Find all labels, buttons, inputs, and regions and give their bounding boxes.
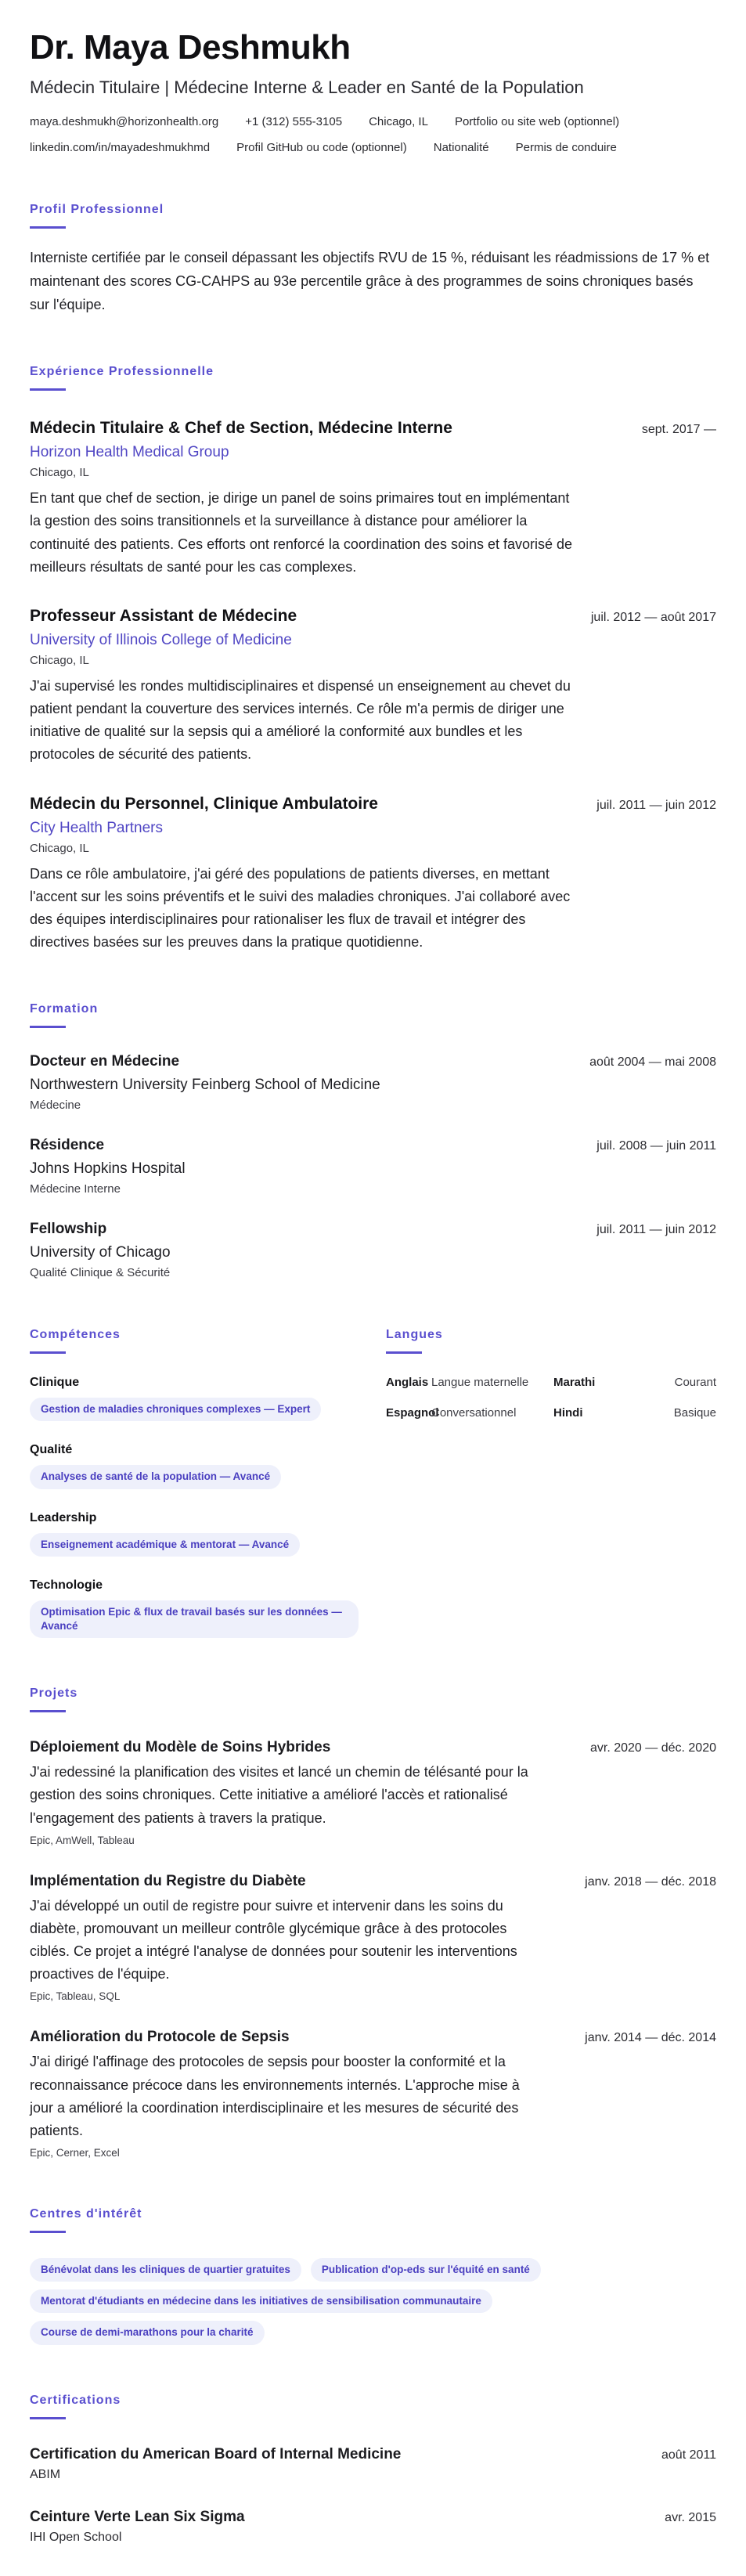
school-name: Johns Hopkins Hospital bbox=[30, 1160, 186, 1178]
skill-pill: Enseignement académique & mentorat — Avancé bbox=[30, 1533, 300, 1557]
employer-name: City Health Partners bbox=[30, 819, 164, 836]
section-title: Expérience Professionnelle bbox=[30, 365, 214, 379]
skills-languages-row bbox=[30, 1328, 716, 1638]
contact-portfolio[interactable]: Portfolio ou site web (optionnel) bbox=[454, 114, 620, 128]
contact-linkedin[interactable]: linkedin.com/in/mayadeshmukhmd bbox=[30, 140, 211, 154]
profile-section bbox=[30, 203, 716, 317]
job-location: Chicago, IL bbox=[30, 466, 89, 480]
language-level: Langue maternelle bbox=[431, 1376, 529, 1390]
experience-entry bbox=[30, 607, 716, 767]
education-entry bbox=[30, 1137, 716, 1196]
job-title: Professeur Assistant de Médecine bbox=[30, 606, 297, 625]
experience-entry bbox=[30, 419, 716, 579]
education-entry bbox=[30, 1221, 716, 1279]
job-date: juil. 2011 — juin 2012 bbox=[596, 798, 716, 812]
certifications-section bbox=[30, 2394, 716, 2545]
project-entry bbox=[30, 1873, 716, 2003]
job-location: Chicago, IL bbox=[30, 841, 89, 855]
job-date: sept. 2017 — bbox=[641, 423, 716, 437]
education-date: août 2004 — mai 2008 bbox=[589, 1055, 716, 1070]
section-divider bbox=[30, 226, 66, 229]
skill-category: Technologie bbox=[30, 1578, 103, 1592]
project-entry bbox=[30, 1739, 716, 1845]
certification-date: août 2011 bbox=[661, 2448, 716, 2462]
school-name: University of Chicago bbox=[30, 1244, 171, 1261]
languages-table bbox=[386, 1376, 716, 1420]
projects-section bbox=[30, 1687, 716, 2159]
section-title: Langues bbox=[386, 1328, 443, 1342]
education-section bbox=[30, 1002, 716, 1279]
certification-title: Ceinture Verte Lean Six Sigma bbox=[30, 2508, 245, 2525]
certification-entry bbox=[30, 2446, 716, 2482]
education-entry bbox=[30, 1053, 716, 1112]
certification-issuer: IHI Open School bbox=[30, 2530, 122, 2544]
job-description: En tant que chef de section, je dirige un panel de soins primaires tout en implémentant la gestion des soins transitionnels et la surveillance à distance pour améliorer la continuité des patients. Ces efforts ont renforcé la coordination des soins et favorisé de meilleurs résultats de santé pour les cas complexes. bbox=[30, 490, 573, 575]
contact-license: Permis de conduire bbox=[515, 140, 617, 154]
candidate-name: Dr. Maya Deshmukh bbox=[30, 28, 351, 67]
project-date: avr. 2020 — déc. 2020 bbox=[590, 1741, 716, 1755]
language-name: Hindi bbox=[553, 1406, 583, 1420]
candidate-tagline: Médecin Titulaire | Médecine Interne & Leader en Santé de la Population bbox=[30, 77, 584, 97]
language-level: Courant bbox=[674, 1376, 716, 1390]
study-field: Qualité Clinique & Sécurité bbox=[30, 1266, 171, 1280]
interest-list bbox=[30, 2250, 609, 2345]
experience-section bbox=[30, 365, 716, 954]
education-date: juil. 2008 — juin 2011 bbox=[596, 1139, 716, 1153]
contact-nationality: Nationalité bbox=[433, 140, 489, 154]
skill-pill: Optimisation Epic & flux de travail basés sur les données — Avancé bbox=[30, 1600, 359, 1638]
language-level: Basique bbox=[673, 1406, 716, 1420]
section-title: Formation bbox=[30, 1002, 99, 1016]
section-divider bbox=[30, 2231, 66, 2233]
project-title: Déploiement du Modèle de Soins Hybrides bbox=[30, 1739, 331, 1756]
languages-section bbox=[386, 1328, 716, 1638]
interest-pill: Course de demi-marathons pour la charité bbox=[30, 2321, 265, 2344]
skill-category: Qualité bbox=[30, 1443, 73, 1457]
section-title: Centres d'intérêt bbox=[30, 2206, 142, 2221]
language-name: Marathi bbox=[553, 1376, 596, 1390]
job-description: J'ai supervisé les rondes multidisciplinaires et dispensé un enseignement au chevet du patient pendant la couverture des services internés. Ce rôle m'a permis de diriger une initiative de qualité sur la sepsis qui a amélioré la conformité aux bundles et les protocoles de sécurité des patients. bbox=[30, 677, 571, 763]
skill-group bbox=[30, 1376, 386, 1421]
resume-header bbox=[30, 28, 716, 154]
section-divider bbox=[30, 2417, 66, 2419]
language-name: Espagnol bbox=[386, 1406, 439, 1420]
skill-pill: Analyses de santé de la population — Avancé bbox=[30, 1465, 281, 1488]
degree-title: Résidence bbox=[30, 1137, 105, 1154]
skills-section bbox=[30, 1328, 386, 1638]
project-description: J'ai dirigé l'affinage des protocoles de sepsis pour booster la conformité et la reconnaissance précoce dans les environnements internés. L'approche mise à jour a amélioré la coordination interdisciplinaire et les mesures de sécurité des patients. bbox=[30, 2054, 520, 2138]
skill-group bbox=[30, 1511, 386, 1557]
contact-github[interactable]: Profil GitHub ou code (optionnel) bbox=[236, 140, 407, 154]
skill-group bbox=[30, 1578, 386, 1638]
project-entry bbox=[30, 2029, 716, 2159]
contact-email[interactable]: maya.deshmukh@horizonhealth.org bbox=[30, 114, 219, 128]
employer-name: University of Illinois College of Medicine bbox=[30, 631, 292, 648]
skill-pill: Gestion de maladies chroniques complexes — Expert bbox=[30, 1398, 321, 1421]
project-description: J'ai redessiné la planification des visites et lancé un chemin de télésanté pour la gestion des soins chroniques. Cette initiative a amélioré l'accès et rationalisé l'engagement des patients à travers la pratique. bbox=[30, 1764, 528, 1826]
section-divider bbox=[30, 1351, 66, 1354]
certification-entry bbox=[30, 2509, 716, 2545]
job-title: Médecin Titulaire & Chef de Section, Médecine Interne bbox=[30, 419, 452, 438]
section-title: Compétences bbox=[30, 1328, 121, 1342]
skill-category: Leadership bbox=[30, 1510, 97, 1524]
project-title: Implémentation du Registre du Diabète bbox=[30, 1872, 306, 1889]
profile-summary: Interniste certifiée par le conseil dépassant les objectifs RVU de 15 %, réduisant les réadmissions de 17 % et maintenant des scores CG-CAHPS au 93e percentile grâce à des programmes de soins chroniques basés sur l'équipe. bbox=[30, 249, 710, 313]
project-description: J'ai développé un outil de registre pour suivre et intervenir dans les soins du diabète, promouvant un meilleur contrôle glycémique grâce à des protocoles ciblés. Ce projet a intégré l'analyse de données pour soutenir les interventions proactives de l'équipe. bbox=[30, 1897, 517, 1983]
interest-pill: Bénévolat dans les cliniques de quartier gratuites bbox=[30, 2258, 301, 2282]
school-name: Northwestern University Feinberg School of Medicine bbox=[30, 1077, 380, 1094]
section-divider bbox=[30, 1710, 66, 1712]
skill-category: Clinique bbox=[30, 1376, 80, 1390]
degree-title: Docteur en Médecine bbox=[30, 1053, 180, 1070]
language-level: Conversationnel bbox=[431, 1406, 517, 1420]
project-date: janv. 2014 — déc. 2014 bbox=[585, 2031, 716, 2045]
section-divider bbox=[30, 388, 66, 391]
interest-pill: Publication d'op-eds sur l'équité en santé bbox=[311, 2258, 541, 2282]
section-title: Profil Professionnel bbox=[30, 202, 164, 216]
interest-pill: Mentorat d'étudiants en médecine dans les initiatives de sensibilisation communautaire bbox=[30, 2289, 492, 2313]
education-date: juil. 2011 — juin 2012 bbox=[596, 1223, 716, 1237]
employer-name: Horizon Health Medical Group bbox=[30, 444, 229, 461]
section-divider bbox=[30, 1026, 66, 1028]
certification-issuer: ABIM bbox=[30, 2467, 61, 2481]
job-title: Médecin du Personnel, Clinique Ambulatoire bbox=[30, 794, 378, 813]
project-title: Amélioration du Protocole de Sepsis bbox=[30, 2029, 290, 2046]
project-tech: Epic, AmWell, Tableau bbox=[30, 1834, 135, 1846]
job-location: Chicago, IL bbox=[30, 653, 89, 667]
job-description: Dans ce rôle ambulatoire, j'ai géré des populations de patients diverses, en mettant l'accent sur les soins préventifs et le suivi des maladies chroniques. J'ai collaboré avec des équipes interdisciplinaires pour rationaliser les flux de travail et intégrer des directives basées sur les preuves dans la pratique quotidienne. bbox=[30, 865, 571, 951]
job-date: juil. 2012 — août 2017 bbox=[590, 610, 716, 624]
section-title: Certifications bbox=[30, 2393, 121, 2407]
skill-group bbox=[30, 1443, 386, 1488]
section-divider bbox=[386, 1351, 422, 1354]
certification-title: Certification du American Board of Internal Medicine bbox=[30, 2445, 402, 2462]
degree-title: Fellowship bbox=[30, 1221, 107, 1238]
contact-location: Chicago, IL bbox=[369, 114, 428, 128]
experience-entry bbox=[30, 795, 716, 954]
interests-section bbox=[30, 2207, 716, 2345]
certification-date: avr. 2015 bbox=[665, 2510, 716, 2524]
contact-list bbox=[30, 115, 716, 154]
contact-phone[interactable]: +1 (312) 555-3105 bbox=[245, 114, 343, 128]
project-date: janv. 2018 — déc. 2018 bbox=[585, 1874, 716, 1889]
study-field: Médecine bbox=[30, 1099, 81, 1113]
project-tech: Epic, Cerner, Excel bbox=[30, 2146, 120, 2159]
project-tech: Epic, Tableau, SQL bbox=[30, 1990, 121, 2003]
study-field: Médecine Interne bbox=[30, 1182, 121, 1196]
section-title: Projets bbox=[30, 1687, 78, 1701]
language-name: Anglais bbox=[386, 1376, 429, 1390]
